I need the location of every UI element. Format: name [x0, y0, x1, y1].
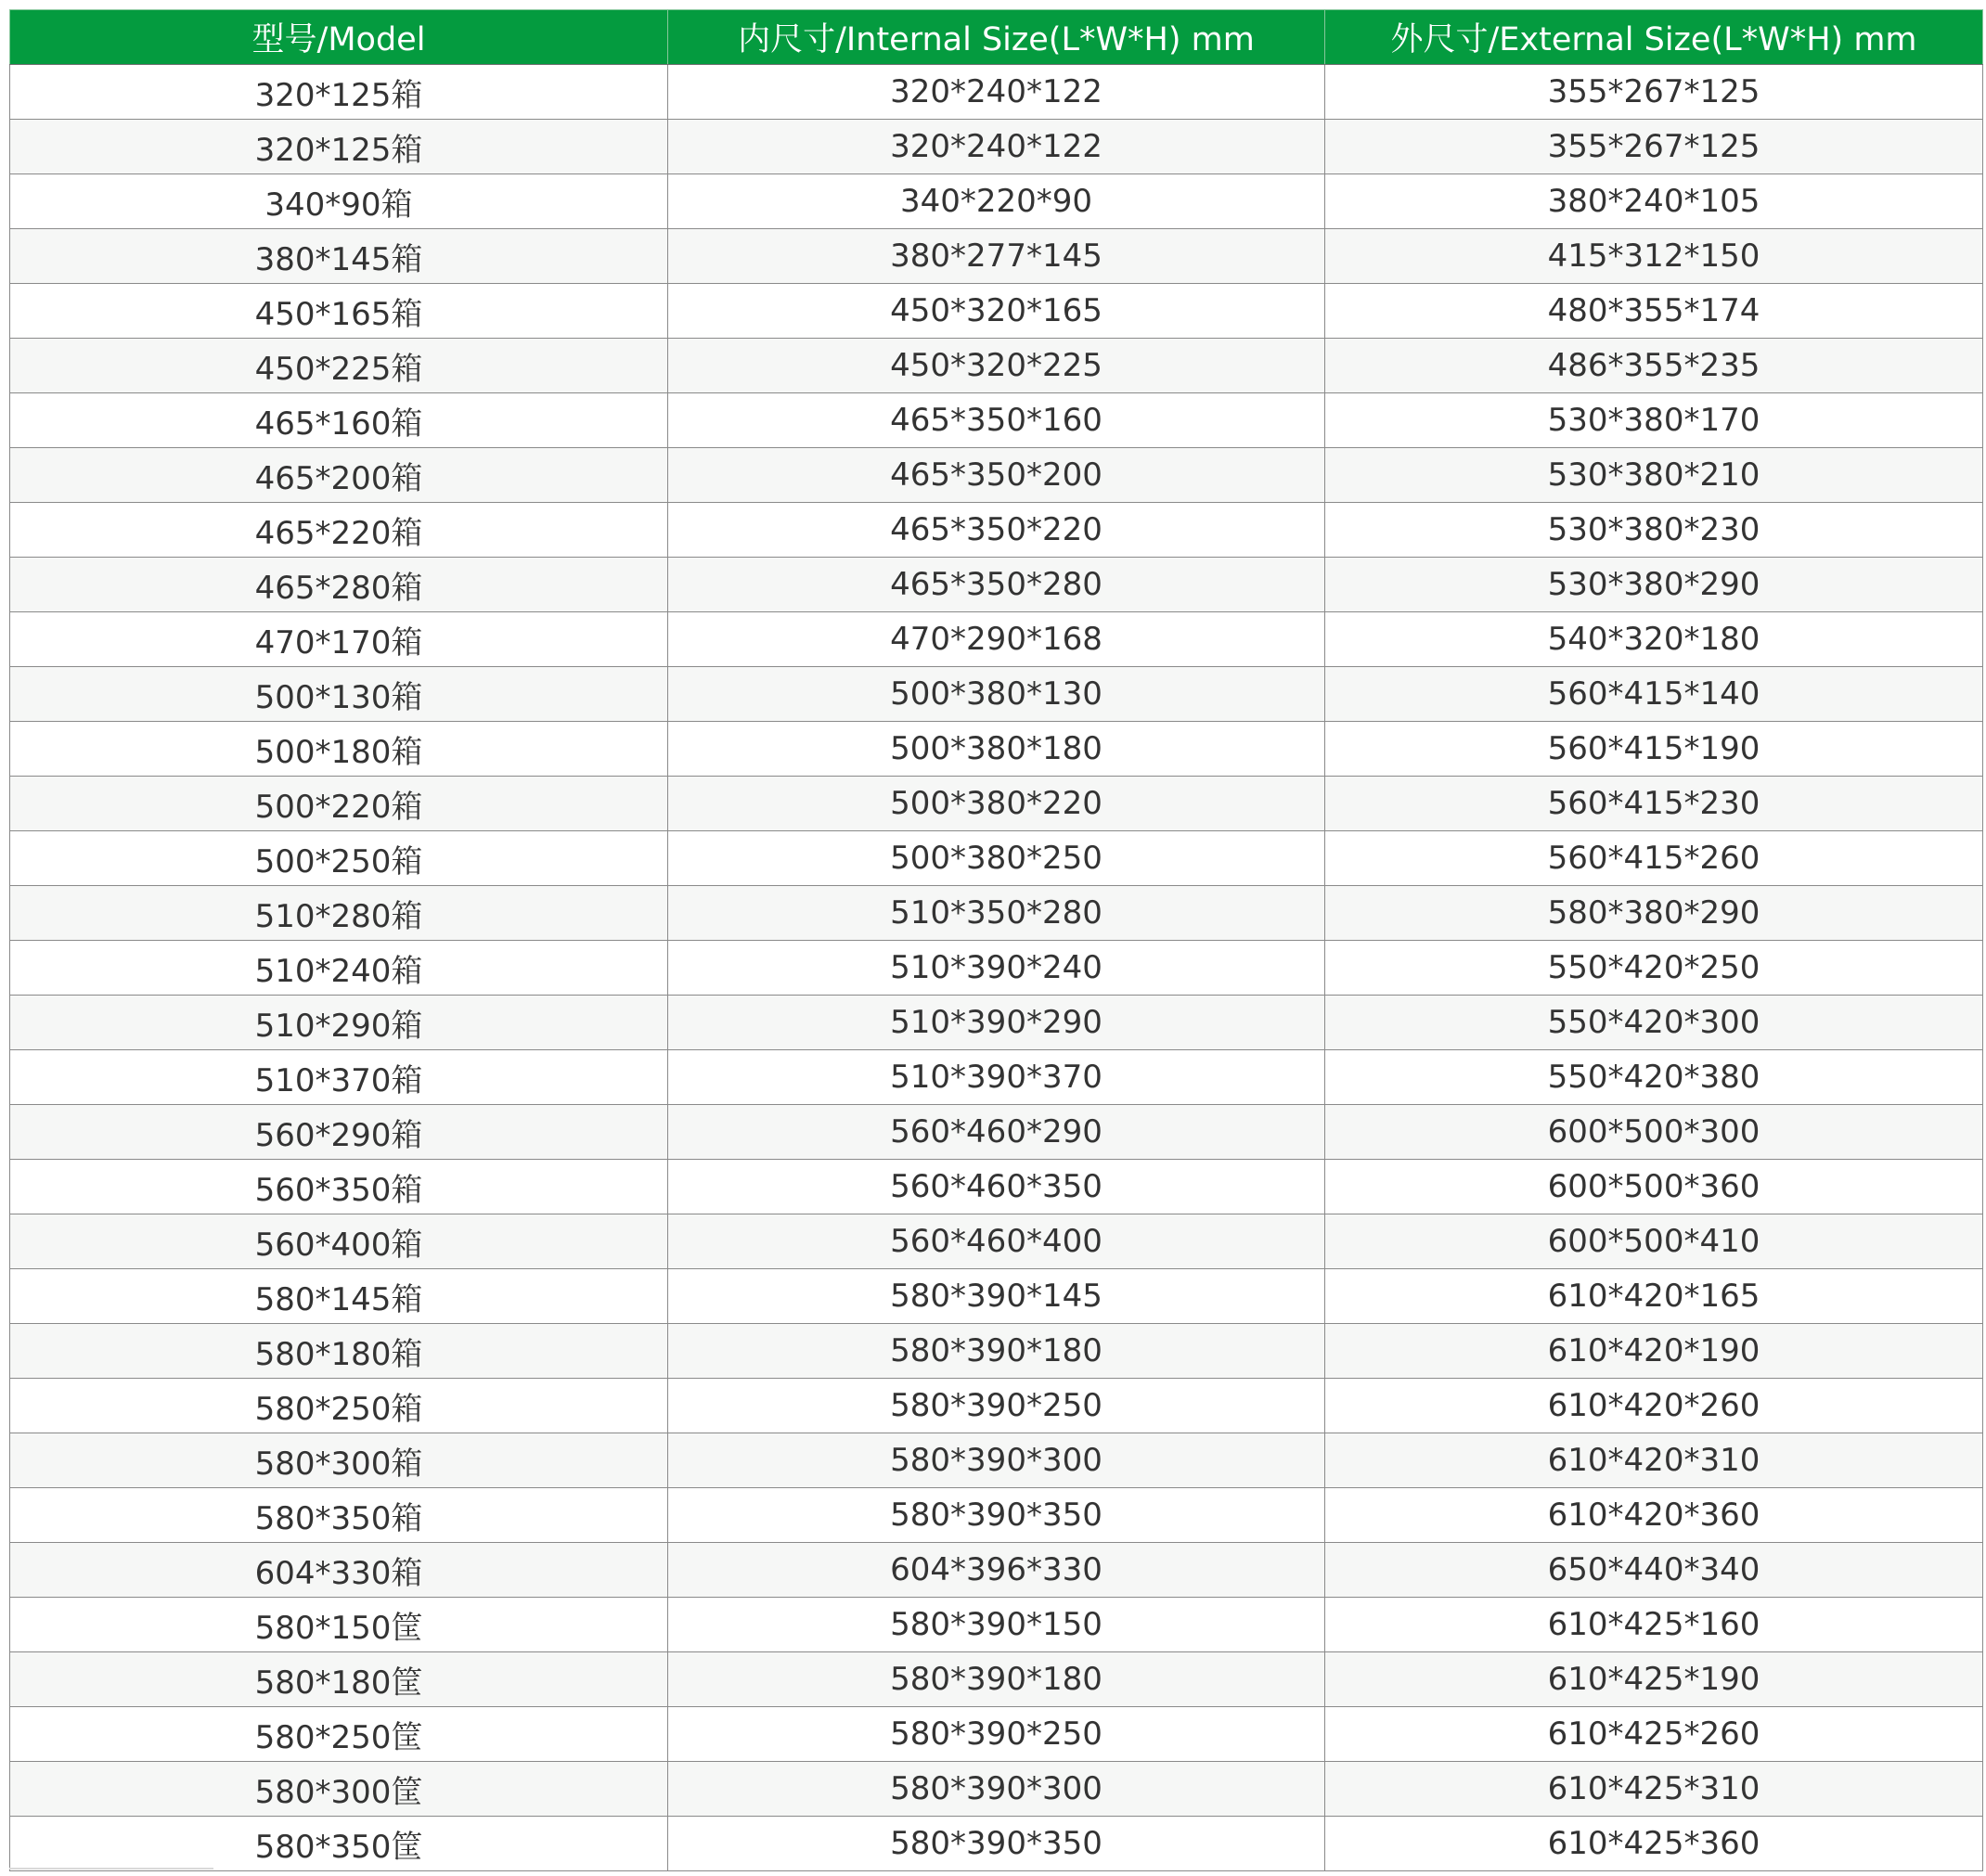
cell-external-size: 355*267*125 [1325, 65, 1983, 120]
cell-external-size: 560*415*260 [1325, 831, 1983, 886]
cell-external-size: 610*420*190 [1325, 1324, 1983, 1379]
cell-external-size: 560*415*140 [1325, 667, 1983, 722]
cell-external-size: 580*380*290 [1325, 886, 1983, 941]
cell-external-size: 550*420*300 [1325, 996, 1983, 1050]
cell-external-size: 560*415*230 [1325, 777, 1983, 831]
cell-internal-size: 510*390*240 [668, 941, 1325, 996]
cell-external-size: 550*420*380 [1325, 1050, 1983, 1105]
cell-external-size: 380*240*105 [1325, 174, 1983, 229]
cell-model: 580*180筐 [10, 1652, 668, 1707]
cell-external-size: 486*355*235 [1325, 339, 1983, 393]
cell-internal-size: 320*240*122 [668, 65, 1325, 120]
cell-internal-size: 465*350*200 [668, 448, 1325, 503]
cell-internal-size: 560*460*290 [668, 1105, 1325, 1160]
cell-model: 580*300箱 [10, 1433, 668, 1488]
cell-external-size: 650*440*340 [1325, 1543, 1983, 1598]
cell-model: 580*350筐 [10, 1817, 668, 1871]
size-spec-table [9, 9, 1983, 1871]
table-row [10, 393, 1983, 448]
cell-internal-size: 580*390*150 [668, 1598, 1325, 1652]
cell-model: 580*180箱 [10, 1324, 668, 1379]
table-row [10, 1214, 1983, 1269]
cell-internal-size: 500*380*220 [668, 777, 1325, 831]
table-row [10, 996, 1983, 1050]
bottom-rule [9, 1868, 213, 1870]
table-row [10, 612, 1983, 667]
cell-model: 580*150筐 [10, 1598, 668, 1652]
table-row [10, 886, 1983, 941]
cell-internal-size: 380*277*145 [668, 229, 1325, 284]
cell-external-size: 600*500*360 [1325, 1160, 1983, 1214]
table-row [10, 1817, 1983, 1871]
table-row [10, 284, 1983, 339]
cell-internal-size: 580*390*350 [668, 1817, 1325, 1871]
cell-external-size: 610*420*260 [1325, 1379, 1983, 1433]
table-row [10, 1652, 1983, 1707]
cell-internal-size: 580*390*250 [668, 1707, 1325, 1762]
cell-internal-size: 510*350*280 [668, 886, 1325, 941]
cell-external-size: 610*425*160 [1325, 1598, 1983, 1652]
table-row [10, 1433, 1983, 1488]
cell-model: 450*165箱 [10, 284, 668, 339]
cell-external-size: 530*380*170 [1325, 393, 1983, 448]
table-row [10, 941, 1983, 996]
cell-external-size: 610*420*310 [1325, 1433, 1983, 1488]
cell-internal-size: 510*390*290 [668, 996, 1325, 1050]
cell-internal-size: 500*380*250 [668, 831, 1325, 886]
cell-internal-size: 580*390*180 [668, 1652, 1325, 1707]
cell-model: 340*90箱 [10, 174, 668, 229]
cell-external-size: 530*380*210 [1325, 448, 1983, 503]
cell-external-size: 610*425*310 [1325, 1762, 1983, 1817]
cell-internal-size: 580*390*180 [668, 1324, 1325, 1379]
cell-internal-size: 450*320*225 [668, 339, 1325, 393]
table-row [10, 1543, 1983, 1598]
table-row [10, 448, 1983, 503]
cell-model: 510*280箱 [10, 886, 668, 941]
cell-internal-size: 580*390*250 [668, 1379, 1325, 1433]
cell-internal-size: 450*320*165 [668, 284, 1325, 339]
cell-internal-size: 510*390*370 [668, 1050, 1325, 1105]
cell-external-size: 610*425*190 [1325, 1652, 1983, 1707]
cell-model: 580*250筐 [10, 1707, 668, 1762]
cell-model: 380*145箱 [10, 229, 668, 284]
cell-model: 465*220箱 [10, 503, 668, 558]
cell-internal-size: 470*290*168 [668, 612, 1325, 667]
table-row [10, 1269, 1983, 1324]
cell-model: 465*200箱 [10, 448, 668, 503]
table-row [10, 1105, 1983, 1160]
cell-internal-size: 320*240*122 [668, 120, 1325, 174]
cell-external-size: 540*320*180 [1325, 612, 1983, 667]
table-body [10, 65, 1983, 1871]
cell-internal-size: 580*390*300 [668, 1433, 1325, 1488]
cell-external-size: 560*415*190 [1325, 722, 1983, 777]
cell-model: 580*350箱 [10, 1488, 668, 1543]
cell-internal-size: 604*396*330 [668, 1543, 1325, 1598]
cell-internal-size: 580*390*350 [668, 1488, 1325, 1543]
header-internal-size: 内尺寸/Internal Size(L*W*H) mm [668, 10, 1325, 65]
cell-internal-size: 560*460*400 [668, 1214, 1325, 1269]
cell-model: 465*160箱 [10, 393, 668, 448]
cell-model: 560*400箱 [10, 1214, 668, 1269]
cell-model: 465*280箱 [10, 558, 668, 612]
table-row [10, 1324, 1983, 1379]
table-row [10, 120, 1983, 174]
table-row [10, 65, 1983, 120]
cell-internal-size: 465*350*160 [668, 393, 1325, 448]
table-row [10, 1762, 1983, 1817]
cell-model: 580*300筐 [10, 1762, 668, 1817]
cell-model: 510*240箱 [10, 941, 668, 996]
cell-model: 560*350箱 [10, 1160, 668, 1214]
table-row [10, 667, 1983, 722]
cell-internal-size: 500*380*180 [668, 722, 1325, 777]
table-row [10, 1598, 1983, 1652]
table-row [10, 831, 1983, 886]
cell-external-size: 600*500*410 [1325, 1214, 1983, 1269]
table-row [10, 503, 1983, 558]
cell-external-size: 355*267*125 [1325, 120, 1983, 174]
cell-model: 500*180箱 [10, 722, 668, 777]
cell-internal-size: 465*350*280 [668, 558, 1325, 612]
table-row [10, 1488, 1983, 1543]
table-row [10, 1050, 1983, 1105]
cell-internal-size: 340*220*90 [668, 174, 1325, 229]
cell-external-size: 610*420*360 [1325, 1488, 1983, 1543]
cell-internal-size: 500*380*130 [668, 667, 1325, 722]
cell-model: 320*125箱 [10, 65, 668, 120]
cell-internal-size: 580*390*300 [668, 1762, 1325, 1817]
cell-model: 500*250箱 [10, 831, 668, 886]
cell-external-size: 550*420*250 [1325, 941, 1983, 996]
table-row [10, 777, 1983, 831]
table-row [10, 1379, 1983, 1433]
cell-external-size: 530*380*290 [1325, 558, 1983, 612]
header-row [10, 10, 1983, 65]
cell-external-size: 600*500*300 [1325, 1105, 1983, 1160]
cell-model: 450*225箱 [10, 339, 668, 393]
cell-model: 500*220箱 [10, 777, 668, 831]
table-row [10, 1160, 1983, 1214]
table-row [10, 722, 1983, 777]
cell-model: 510*370箱 [10, 1050, 668, 1105]
table-row [10, 558, 1983, 612]
table-row [10, 174, 1983, 229]
table-header [10, 10, 1983, 65]
cell-model: 470*170箱 [10, 612, 668, 667]
cell-internal-size: 560*460*350 [668, 1160, 1325, 1214]
table-row [10, 1707, 1983, 1762]
table-row [10, 339, 1983, 393]
cell-external-size: 610*420*165 [1325, 1269, 1983, 1324]
cell-model: 500*130箱 [10, 667, 668, 722]
cell-external-size: 610*425*260 [1325, 1707, 1983, 1762]
cell-model: 320*125箱 [10, 120, 668, 174]
cell-external-size: 415*312*150 [1325, 229, 1983, 284]
cell-model: 580*250箱 [10, 1379, 668, 1433]
cell-external-size: 480*355*174 [1325, 284, 1983, 339]
table-row [10, 229, 1983, 284]
header-external-size: 外尺寸/External Size(L*W*H) mm [1325, 10, 1983, 65]
cell-model: 510*290箱 [10, 996, 668, 1050]
cell-model: 560*290箱 [10, 1105, 668, 1160]
cell-external-size: 610*425*360 [1325, 1817, 1983, 1871]
cell-internal-size: 580*390*145 [668, 1269, 1325, 1324]
cell-model: 604*330箱 [10, 1543, 668, 1598]
cell-external-size: 530*380*230 [1325, 503, 1983, 558]
cell-model: 580*145箱 [10, 1269, 668, 1324]
cell-internal-size: 465*350*220 [668, 503, 1325, 558]
header-model: 型号/Model [10, 10, 668, 65]
